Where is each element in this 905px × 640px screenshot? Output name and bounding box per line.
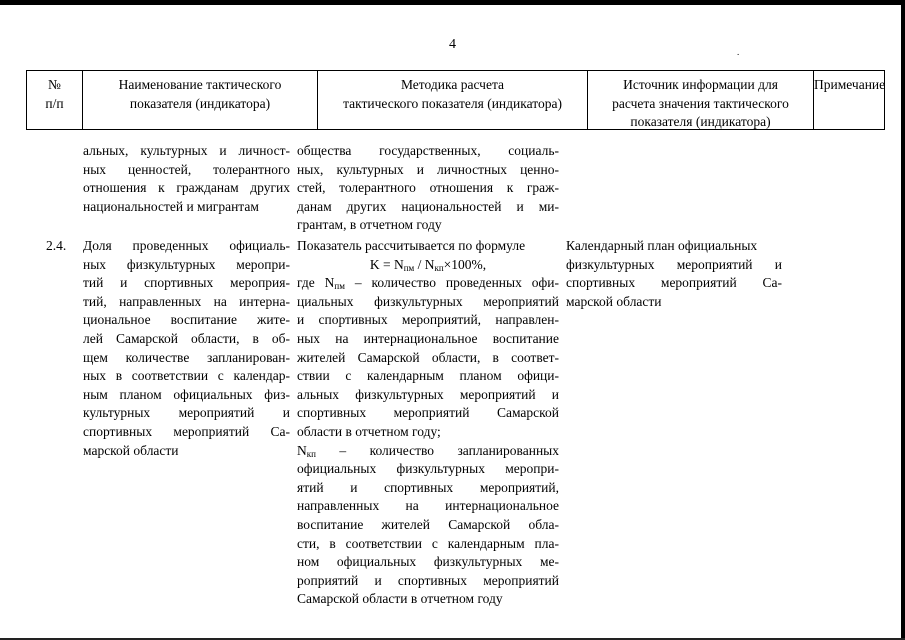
def-rest: – количество запланированных (315, 442, 559, 458)
text-line: ном официальных физкультурных ме- (297, 554, 559, 570)
formula (297, 256, 559, 275)
text-line: марской области (83, 442, 179, 458)
text-line: ных, культурных и личностных ценно- (297, 161, 559, 177)
header-method-line: Методика расчета (400, 77, 505, 92)
text-line: альных физкультурных мероприятий и (297, 386, 559, 402)
header-note (814, 71, 884, 129)
header-method-line: тактического показателя (индикатора) (343, 95, 562, 111)
text-line: Доля проведенных официаль- (83, 238, 290, 253)
formula-part: ×100%, (443, 256, 487, 272)
header-num-line: № (48, 77, 61, 92)
header-source-line: показателя (индикатора) (630, 114, 771, 130)
text-line: культурных мероприятий и (83, 405, 290, 421)
page-number: 4 (449, 37, 456, 52)
text-line: марской области (566, 293, 662, 309)
header-name-line: показателя (индикатора) (129, 95, 271, 111)
header-source-line: расчета значения тактического (612, 95, 789, 111)
text-line: жителей Самарской области, в соответ- (297, 349, 559, 365)
top-border (0, 0, 905, 5)
text-line: ным планом официальных физ- (83, 386, 290, 402)
text-line: ствии с календарным планом офици- (297, 368, 559, 384)
header-name-line: Наименование тактического (118, 77, 282, 92)
formula-sub: пм (403, 262, 415, 273)
header-num (27, 71, 83, 129)
text-line: воспитание жителей Самарской обла- (297, 516, 559, 532)
row-2-4-method (297, 237, 559, 609)
text-line: данам других национальностей и ми- (297, 198, 559, 214)
formula-part: / N (414, 256, 435, 272)
def1-first-line (297, 274, 559, 293)
right-border (901, 0, 905, 640)
speck-mark: . (737, 47, 740, 57)
continuation-name (83, 142, 290, 216)
text-line: тий, направленных на интерна- (83, 293, 290, 309)
row-2-4-num: 2.4. (46, 238, 67, 253)
def-sub: пм (334, 281, 345, 292)
text-line: ных на интернациональное воспитание (297, 330, 559, 346)
def2-first-line (297, 442, 559, 461)
continuation-method (297, 142, 559, 235)
def-sub: кп (306, 448, 316, 459)
text-line: физкультурных мероприятий и (566, 256, 782, 272)
table-header (26, 70, 885, 130)
text-line: официальных физкультурных меропри- (297, 461, 559, 477)
text-line: альных, культурных и личност- (83, 143, 290, 158)
text-line: и спортивных мероприятий, направлен- (297, 312, 559, 328)
text-line: Календарный план официальных (566, 238, 758, 253)
text-line: щем количестве запланирован- (83, 349, 290, 365)
text-line: ятий и спортивных мероприятий, (297, 479, 559, 495)
text-line: тий и спортивных мероприя- (83, 275, 290, 291)
text-line: ных физкультурных меропри- (83, 256, 290, 272)
text-line: спортивных мероприятий Са- (566, 275, 782, 291)
row-2-4-source (566, 237, 782, 311)
text-line: стей, толерантного отношения к граж- (297, 180, 559, 196)
def-rest: – количество проведенных офи- (344, 275, 559, 291)
text-line: отношения к гражданам других (83, 180, 290, 196)
formula-part: K = N (369, 256, 404, 272)
text-line: спортивных мероприятий Самарской (297, 405, 559, 421)
text-line: ных в соответствии с календар- (83, 368, 290, 384)
method-intro: Показатель рассчитывается по формуле (297, 238, 526, 253)
header-name (83, 71, 318, 129)
text-line: циональное воспитание жите- (83, 312, 290, 328)
formula-sub: кп (434, 262, 444, 273)
text-line: общества государственных, социаль- (297, 143, 559, 158)
row-2-4-name (83, 237, 290, 460)
header-source (588, 71, 814, 129)
header-num-line: п/п (45, 95, 64, 111)
text-line: сти, в соответствии с календарным пла- (297, 535, 559, 551)
text-line: направленных на интернациональное (297, 498, 559, 514)
text-line: ных ценностей, толерантного (83, 161, 290, 177)
text-line: национальностей и мигрантам (83, 198, 259, 214)
header-note-line: Примечание (814, 77, 886, 92)
def-prefix: где N (297, 275, 335, 291)
text-line: роприятий и спортивных мероприятий (297, 572, 559, 588)
text-line: грантам, в отчетном году (297, 217, 442, 233)
text-line: Самарской области в отчетном году (297, 591, 503, 607)
text-line: спортивных мероприятий Са- (83, 423, 290, 439)
def-prefix: N (297, 442, 307, 458)
header-source-line: Источник информации для (623, 77, 778, 92)
text-line: лей Самарской области, в об- (83, 330, 290, 346)
text-line: циальных физкультурных мероприятий (297, 293, 559, 309)
header-method (318, 71, 588, 129)
text-line: области в отчетном году; (297, 423, 441, 439)
